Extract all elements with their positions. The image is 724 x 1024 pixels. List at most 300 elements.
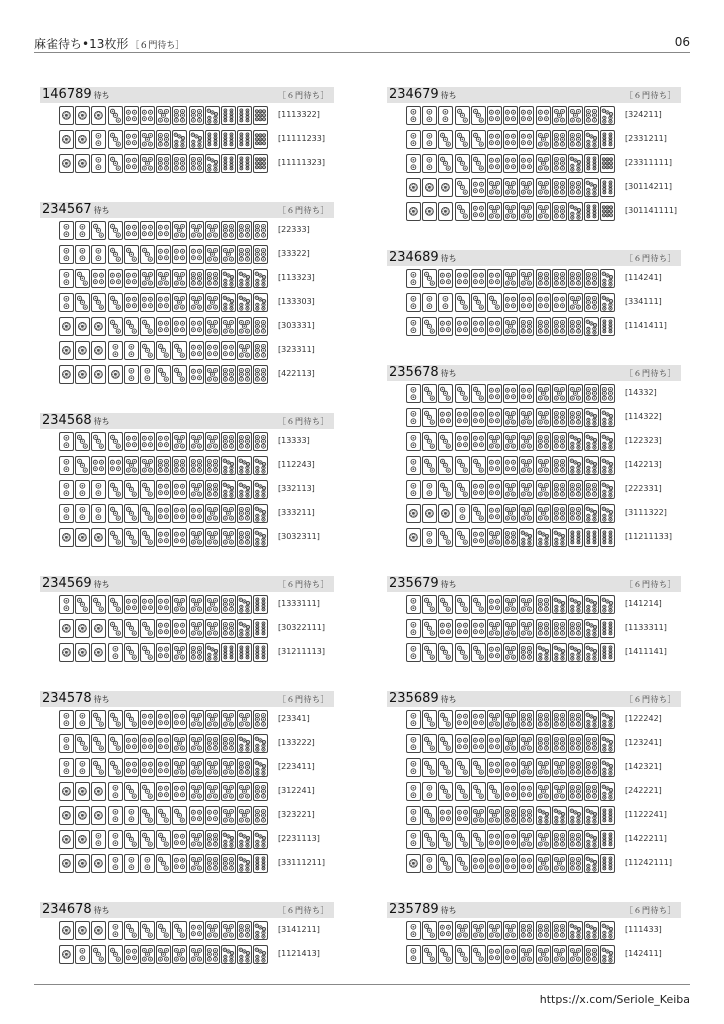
pin-tile-6-icon [189, 154, 204, 173]
group-suffix: 待ち [440, 91, 457, 100]
hand-code: [114322] [625, 412, 662, 421]
pin-tile-7-icon [221, 830, 236, 849]
pin-tile-3-icon [124, 782, 139, 801]
pin-tile-3-icon [438, 710, 453, 729]
pin-tile-3-icon [140, 504, 155, 523]
pin-tile-5-icon [189, 293, 204, 312]
hand-code: [22333] [278, 225, 310, 234]
pin-tile-2-icon [422, 854, 437, 873]
hand-code: [222331] [625, 484, 662, 493]
tile-strip [59, 341, 271, 361]
pin-tile-6-icon [205, 480, 220, 499]
group-header [387, 365, 681, 381]
hand-row [40, 921, 334, 941]
pin-tile-3-icon [422, 269, 437, 288]
pin-tile-6-icon [172, 456, 187, 475]
pin-tile-8-icon [237, 130, 252, 149]
pin-tile-3-icon [455, 456, 470, 475]
pin-tile-7-icon [584, 432, 599, 451]
pin-tile-4-icon [487, 734, 502, 753]
group-suffix: 待ち [93, 580, 110, 589]
hand-row [40, 317, 334, 337]
pin-tile-4-icon [503, 854, 518, 873]
pin-tile-4-icon [519, 293, 534, 312]
pin-tile-8-icon [221, 643, 236, 662]
pin-tile-4-icon [156, 643, 171, 662]
pin-tile-7-icon [584, 317, 599, 336]
pin-tile-1-icon [75, 854, 90, 873]
pin-tile-5-icon [237, 341, 252, 360]
group-tag: ［６門待ち］ [278, 580, 329, 589]
pin-tile-6-icon [205, 734, 220, 753]
hand-row [40, 806, 334, 826]
hand-row [387, 178, 681, 198]
hand-row [387, 154, 681, 174]
pin-tile-6-icon [536, 921, 551, 940]
group-suffix: 待ち [93, 695, 110, 704]
pin-tile-1-icon [75, 106, 90, 125]
pin-tile-4-icon [471, 269, 486, 288]
group-number: 234678 [42, 902, 92, 917]
group-header [387, 902, 681, 918]
group-number: 234569 [42, 576, 92, 591]
pin-tile-6-icon [600, 384, 615, 403]
pin-tile-4-icon [172, 854, 187, 873]
hand-row [387, 384, 681, 404]
tile-strip [406, 806, 618, 826]
pin-tile-5-icon [156, 269, 171, 288]
pin-tile-4-icon [471, 202, 486, 221]
pin-tile-4-icon [124, 432, 139, 451]
hand-code: [23341] [278, 714, 310, 723]
pin-tile-4-icon [108, 269, 123, 288]
pin-tile-7-icon [221, 293, 236, 312]
pin-tile-8-icon [584, 202, 599, 221]
tile-strip [406, 317, 618, 337]
pin-tile-5-icon [172, 221, 187, 240]
pin-tile-3-icon [108, 480, 123, 499]
pin-tile-5-icon [536, 202, 551, 221]
pin-tile-7-icon [584, 619, 599, 638]
hand-row [40, 782, 334, 802]
pin-tile-1-icon [75, 830, 90, 849]
group-suffix: 待ち [93, 206, 110, 215]
pin-tile-7-icon [600, 595, 615, 614]
hand-row [40, 734, 334, 754]
pin-tile-7-icon [600, 106, 615, 125]
pin-tile-3-icon [422, 830, 437, 849]
pin-tile-3-icon [108, 245, 123, 264]
pin-tile-8-icon [600, 643, 615, 662]
pin-tile-5-icon [189, 945, 204, 964]
pin-tile-3-icon [140, 245, 155, 264]
pin-tile-7-icon [172, 130, 187, 149]
pin-tile-4-icon [189, 317, 204, 336]
pin-tile-3-icon [156, 854, 171, 873]
pin-tile-8-icon [237, 643, 252, 662]
pin-tile-2-icon [422, 528, 437, 547]
tile-strip [59, 619, 271, 639]
pin-tile-5-icon [568, 945, 583, 964]
pin-tile-2-icon [59, 432, 74, 451]
pin-tile-1-icon [91, 854, 106, 873]
hand-code: [11242111] [625, 858, 672, 867]
pin-tile-2-icon [438, 106, 453, 125]
pin-tile-5-icon [221, 528, 236, 547]
pin-tile-7-icon [568, 432, 583, 451]
hand-code: [11111323] [278, 158, 325, 167]
hand-row [387, 456, 681, 476]
pin-tile-8-icon [600, 619, 615, 638]
pin-tile-2-icon [91, 830, 106, 849]
pin-tile-2-icon [406, 921, 421, 940]
pin-tile-3-icon [438, 595, 453, 614]
group-number: 235679 [389, 576, 439, 591]
pin-tile-5-icon [221, 245, 236, 264]
pin-tile-6-icon [253, 806, 268, 825]
pin-tile-6-icon [552, 317, 567, 336]
wait-group [387, 902, 681, 958]
pin-tile-3-icon [124, 504, 139, 523]
pin-tile-8-icon [253, 595, 268, 614]
tile-strip [59, 293, 271, 313]
pin-tile-3-icon [108, 619, 123, 638]
pin-tile-4-icon [124, 945, 139, 964]
pin-tile-5-icon [205, 221, 220, 240]
pin-tile-2-icon [406, 734, 421, 753]
tile-strip [406, 384, 618, 404]
pin-tile-3-icon [124, 245, 139, 264]
pin-tile-7-icon [568, 595, 583, 614]
pin-tile-3-icon [487, 782, 502, 801]
pin-tile-6-icon [568, 619, 583, 638]
pin-tile-8-icon [253, 854, 268, 873]
wait-group [40, 202, 334, 378]
tile-strip [406, 758, 618, 778]
hand-row [40, 945, 334, 965]
pin-tile-7-icon [189, 130, 204, 149]
wait-group [40, 87, 334, 167]
tile-strip [406, 830, 618, 850]
pin-tile-6-icon [156, 154, 171, 173]
group-title [42, 902, 110, 917]
pin-tile-5-icon [552, 758, 567, 777]
pin-tile-6-icon [519, 806, 534, 825]
tile-strip [406, 595, 618, 615]
pin-tile-5-icon [237, 806, 252, 825]
pin-tile-3-icon [455, 154, 470, 173]
hand-code: [14332] [625, 388, 657, 397]
pin-tile-6-icon [568, 710, 583, 729]
pin-tile-4-icon [487, 456, 502, 475]
pin-tile-6-icon [568, 130, 583, 149]
pin-tile-4-icon [503, 130, 518, 149]
pin-tile-2-icon [75, 480, 90, 499]
pin-tile-1-icon [91, 106, 106, 125]
pin-tile-4-icon [503, 384, 518, 403]
hand-code: [122323] [625, 436, 662, 445]
pin-tile-3-icon [422, 408, 437, 427]
pin-tile-3-icon [140, 921, 155, 940]
pin-tile-5-icon [140, 130, 155, 149]
pin-tile-4-icon [172, 480, 187, 499]
pin-tile-7-icon [221, 456, 236, 475]
pin-tile-2-icon [75, 221, 90, 240]
pin-tile-3-icon [471, 758, 486, 777]
tile-strip [59, 595, 271, 615]
pin-tile-5-icon [552, 106, 567, 125]
pin-tile-3-icon [75, 432, 90, 451]
hand-row [387, 317, 681, 337]
pin-tile-3-icon [91, 293, 106, 312]
pin-tile-3-icon [455, 854, 470, 873]
pin-tile-2-icon [59, 758, 74, 777]
hand-row [387, 106, 681, 126]
pin-tile-1-icon [59, 782, 74, 801]
pin-tile-3-icon [108, 595, 123, 614]
pin-tile-6-icon [221, 221, 236, 240]
pin-tile-1-icon [406, 528, 421, 547]
pin-tile-3-icon [438, 130, 453, 149]
pin-tile-7-icon [237, 830, 252, 849]
pin-tile-3-icon [471, 384, 486, 403]
pin-tile-5-icon [221, 921, 236, 940]
group-title [42, 691, 110, 706]
pin-tile-8-icon [584, 154, 599, 173]
pin-tile-5-icon [189, 758, 204, 777]
pin-tile-5-icon [519, 202, 534, 221]
pin-tile-4-icon [189, 245, 204, 264]
pin-tile-6-icon [536, 269, 551, 288]
pin-tile-2-icon [140, 854, 155, 873]
pin-tile-4-icon [438, 921, 453, 940]
pin-tile-9-icon [253, 106, 268, 125]
pin-tile-4-icon [487, 758, 502, 777]
pin-tile-4-icon [519, 130, 534, 149]
hand-row [387, 432, 681, 452]
pin-tile-4-icon [487, 945, 502, 964]
pin-tile-6-icon [584, 945, 599, 964]
pin-tile-6-icon [253, 782, 268, 801]
pin-tile-4-icon [471, 734, 486, 753]
pin-tile-4-icon [471, 528, 486, 547]
pin-tile-5-icon [503, 734, 518, 753]
pin-tile-2-icon [108, 806, 123, 825]
pin-tile-4-icon [189, 341, 204, 360]
pin-tile-2-icon [108, 341, 123, 360]
hand-row [387, 734, 681, 754]
pin-tile-3-icon [455, 178, 470, 197]
pin-tile-5-icon [536, 408, 551, 427]
pin-tile-6-icon [552, 619, 567, 638]
pin-tile-6-icon [172, 154, 187, 173]
pin-tile-3-icon [438, 384, 453, 403]
hand-row [40, 341, 334, 361]
pin-tile-4-icon [487, 317, 502, 336]
pin-tile-5-icon [536, 456, 551, 475]
pin-tile-6-icon [205, 854, 220, 873]
pin-tile-2-icon [422, 293, 437, 312]
pin-tile-5-icon [519, 504, 534, 523]
hand-code: [11111233] [278, 134, 325, 143]
wait-group [40, 902, 334, 958]
pin-tile-4-icon [140, 221, 155, 240]
pin-tile-4-icon [140, 734, 155, 753]
hand-code: [141214] [625, 599, 662, 608]
title-text: 麻雀待ち•13枚形 [34, 37, 129, 51]
group-number: 146789 [42, 87, 92, 102]
hand-row [40, 106, 334, 126]
tile-strip [406, 643, 618, 663]
hand-row [40, 480, 334, 500]
pin-tile-7-icon [253, 269, 268, 288]
pin-tile-7-icon [600, 456, 615, 475]
pin-tile-9-icon [253, 154, 268, 173]
pin-tile-6-icon [568, 734, 583, 753]
pin-tile-2-icon [59, 480, 74, 499]
pin-tile-4-icon [487, 854, 502, 873]
hand-row [40, 710, 334, 730]
pin-tile-3-icon [455, 830, 470, 849]
pin-tile-4-icon [189, 365, 204, 384]
hand-row [40, 504, 334, 524]
pin-tile-4-icon [172, 782, 187, 801]
pin-tile-1-icon [75, 154, 90, 173]
pin-tile-5-icon [156, 106, 171, 125]
group-number: 235689 [389, 691, 439, 706]
pin-tile-6-icon [568, 178, 583, 197]
group-title [389, 902, 457, 917]
pin-tile-3-icon [75, 269, 90, 288]
pin-tile-9-icon [600, 154, 615, 173]
pin-tile-1-icon [438, 504, 453, 523]
pin-tile-5-icon [205, 710, 220, 729]
pin-tile-5-icon [189, 480, 204, 499]
pin-tile-9-icon [253, 130, 268, 149]
group-tag: ［６門待ち］ [625, 906, 676, 915]
pin-tile-1-icon [91, 365, 106, 384]
pin-tile-4-icon [471, 710, 486, 729]
pin-tile-2-icon [406, 106, 421, 125]
pin-tile-5-icon [519, 178, 534, 197]
hand-row [40, 154, 334, 174]
pin-tile-4-icon [487, 643, 502, 662]
pin-tile-1-icon [108, 365, 123, 384]
pin-tile-4-icon [172, 710, 187, 729]
pin-tile-4-icon [536, 293, 551, 312]
pin-tile-7-icon [600, 734, 615, 753]
pin-tile-4-icon [140, 293, 155, 312]
tile-strip [406, 782, 618, 802]
pin-tile-6-icon [552, 734, 567, 753]
pin-tile-5-icon [221, 758, 236, 777]
pin-tile-1-icon [59, 806, 74, 825]
pin-tile-7-icon [600, 432, 615, 451]
group-suffix: 待ち [440, 580, 457, 589]
pin-tile-7-icon [237, 456, 252, 475]
pin-tile-3-icon [455, 528, 470, 547]
pin-tile-7-icon [552, 595, 567, 614]
pin-tile-3-icon [108, 106, 123, 125]
pin-tile-4-icon [156, 317, 171, 336]
hand-code: [324211] [625, 110, 662, 119]
pin-tile-5-icon [568, 106, 583, 125]
pin-tile-4-icon [503, 106, 518, 125]
pin-tile-2-icon [422, 154, 437, 173]
hand-row [387, 293, 681, 313]
pin-tile-8-icon [600, 178, 615, 197]
hand-row [387, 710, 681, 730]
pin-tile-5-icon [536, 130, 551, 149]
pin-tile-5-icon [536, 830, 551, 849]
pin-tile-2-icon [59, 221, 74, 240]
pin-tile-5-icon [205, 595, 220, 614]
pin-tile-8-icon [221, 106, 236, 125]
pin-tile-4-icon [108, 456, 123, 475]
pin-tile-7-icon [237, 269, 252, 288]
wait-group [387, 365, 681, 541]
pin-tile-7-icon [584, 830, 599, 849]
pin-tile-3-icon [108, 504, 123, 523]
pin-tile-1-icon [75, 130, 90, 149]
hand-code: [1113322] [278, 110, 320, 119]
wait-group [387, 576, 681, 656]
footer-url: https://x.com/Seriole_Keiba [539, 993, 690, 1006]
pin-tile-2-icon [406, 269, 421, 288]
pin-tile-3-icon [471, 130, 486, 149]
group-tag: ［６門待ち］ [278, 206, 329, 215]
page-header [34, 33, 690, 53]
pin-tile-4-icon [124, 221, 139, 240]
pin-tile-6-icon [253, 365, 268, 384]
tile-strip [59, 854, 271, 874]
pin-tile-6-icon [584, 384, 599, 403]
pin-tile-6-icon [568, 269, 583, 288]
hand-code: [323311] [278, 345, 315, 354]
pin-tile-2-icon [75, 758, 90, 777]
pin-tile-3-icon [422, 945, 437, 964]
pin-tile-6-icon [253, 221, 268, 240]
pin-tile-5-icon [503, 595, 518, 614]
pin-tile-5-icon [503, 504, 518, 523]
tile-strip [406, 432, 618, 452]
hand-code: [223411] [278, 762, 315, 771]
pin-tile-2-icon [406, 619, 421, 638]
group-header [40, 691, 334, 707]
pin-tile-2-icon [108, 854, 123, 873]
tile-strip [59, 130, 271, 150]
hand-code: [334111] [625, 297, 662, 306]
pin-tile-5-icon [172, 293, 187, 312]
pin-tile-3-icon [422, 619, 437, 638]
pin-tile-4-icon [91, 269, 106, 288]
pin-tile-4-icon [487, 130, 502, 149]
pin-tile-4-icon [455, 317, 470, 336]
pin-tile-6-icon [519, 710, 534, 729]
pin-tile-4-icon [519, 854, 534, 873]
pin-tile-6-icon [237, 504, 252, 523]
pin-tile-2-icon [124, 365, 139, 384]
pin-tile-7-icon [253, 480, 268, 499]
pin-tile-6-icon [552, 202, 567, 221]
pin-tile-1-icon [422, 202, 437, 221]
pin-tile-7-icon [237, 595, 252, 614]
pin-tile-7-icon [584, 921, 599, 940]
hand-code: [142321] [625, 762, 662, 771]
pin-tile-7-icon [600, 408, 615, 427]
pin-tile-3-icon [471, 782, 486, 801]
pin-tile-4-icon [455, 806, 470, 825]
